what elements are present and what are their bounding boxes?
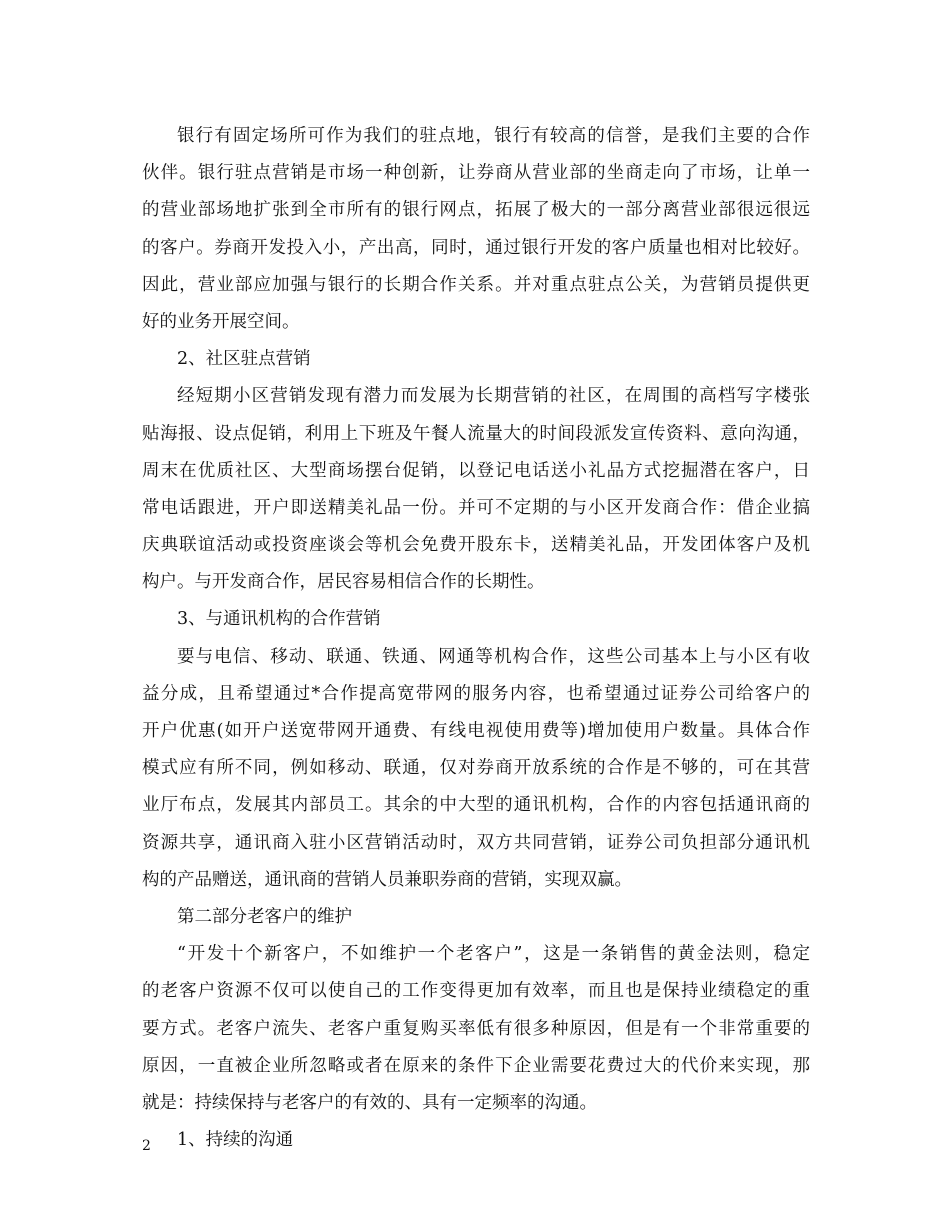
text-line: 常电话跟进，开户即送精美礼品一份。并可不定期的与小区开发商合作：借企业搞 <box>142 497 810 518</box>
text-line: 就是：持续保持与老客户的有效的、具有一定频率的沟通。 <box>142 1092 597 1113</box>
text-line: 要方式。老客户流失、老客户重复购买率低有很多种原因，但是有一个非常重要的 <box>142 1018 810 1039</box>
page-number: 2 <box>142 1138 151 1154</box>
text-line: 贴海报、设点促销，利用上下班及午餐人流量大的时间段派发宣传资料、意向沟通， <box>142 423 810 444</box>
text-line: 构户。与开发商合作，居民容易相信合作的长期性。 <box>142 572 545 593</box>
text-line: 业厅布点，发展其内部员工。其余的中大型的通讯机构，合作的内容包括通讯商的 <box>142 795 810 816</box>
text-line: 模式应有所不同，例如移动、联通，仅对券商开放系统的合作是不够的，可在其营 <box>142 758 810 779</box>
text-line: 的老客户资源不仅可以使自己的工作变得更加有效率，而且也是保持业绩稳定的重 <box>142 981 810 1002</box>
text-line: 要与电信、移动、联通、铁通、网通等机构合作，这些公司基本上与小区有收 <box>177 646 810 667</box>
text-line: 构的产品赠送，通讯商的营销人员兼职券商的营销，实现双赢。 <box>142 869 632 890</box>
body-text <box>142 118 810 1159</box>
text-line: 经短期小区营销发现有潜力而发展为长期营销的社区，在周围的高档写字楼张 <box>177 386 810 407</box>
text-line: 的营业部场地扩张到全市所有的银行网点，拓展了极大的一部分离营业部很远很远 <box>142 200 810 221</box>
text-line: 银行有固定场所可作为我们的驻点地，银行有较高的信誉，是我们主要的合作 <box>177 126 810 146</box>
text-line: 3、与通讯机构的合作营销 <box>177 609 381 630</box>
text-line: 开户优惠(如开户送宽带网开通费、有线电视使用费等)增加使用户数量。具体合作 <box>142 721 810 741</box>
text-line: 的客户。券商开发投入小，产出高，同时，通过银行开发的客户质量也相对比较好。 <box>142 237 810 258</box>
text-line: 原因，一直被企业所忽略或者在原来的条件下企业需要花费过大的代价来实现，那 <box>142 1055 810 1076</box>
text-line: 好的业务开展空间。 <box>142 311 300 332</box>
text-line: 1、持续的沟通 <box>177 1130 294 1151</box>
text-line: 周末在优质社区、大型商场摆台促销，以登记电话送小礼品方式挖掘潜在客户，日 <box>142 460 810 481</box>
text-line: 庆典联谊活动或投资座谈会等机会免费开股东卡，送精美礼品，开发团体客户及机 <box>142 535 810 556</box>
text-line: 2、社区驻点营销 <box>177 349 311 370</box>
text-line: “开发十个新客户，不如维护一个老客户”，这是一条销售的黄金法则，稳定 <box>177 944 810 965</box>
text-line: 益分成，且希望通过*合作提高宽带网的服务内容，也希望通过证券公司给客户的 <box>142 683 810 704</box>
text-line: 伙伴。银行驻点营销是市场一种创新，让券商从营业部的坐商走向了市场，让单一 <box>142 163 810 184</box>
text-line: 第二部分老客户的维护 <box>177 906 352 927</box>
text-line: 资源共享，通讯商入驻小区营销活动时，双方共同营销，证券公司负担部分通讯机 <box>142 832 810 853</box>
text-line: 因此，营业部应加强与银行的长期合作关系。并对重点驻点公关，为营销员提供更 <box>142 274 810 295</box>
